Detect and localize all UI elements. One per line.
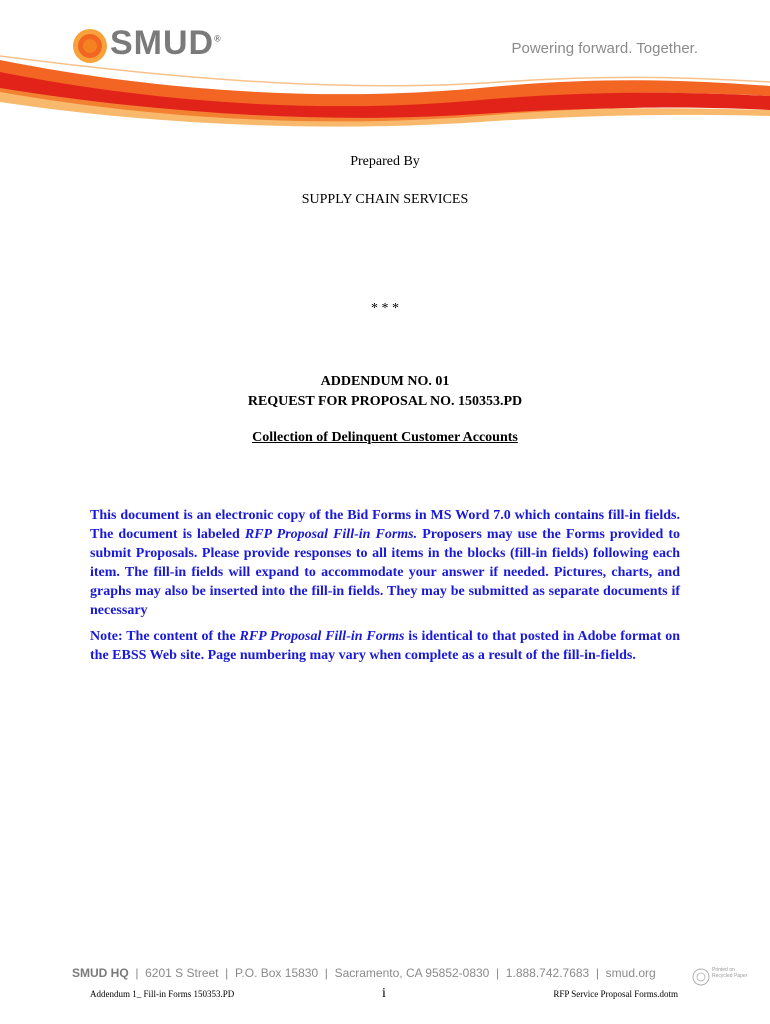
footer-template-name: RFP Service Proposal Forms.dotm [553, 989, 678, 999]
page-number: i [382, 986, 386, 1001]
fill-in-notice [90, 506, 680, 672]
notice-paragraph-1: This document is an electronic copy of the Bid Forms in MS Word 7.0 which contains fill-in fields. The document is labeled RFP Proposal Fill-in Forms. Proposers may use the Forms provided to submit Proposals. Please provide responses to all items in the blocks (fill-in fields) following each item. The fill-in fields will expand to accommodate your answer if needed. Pictures, charts, and graphs may also be inserted into the fill-in fields. They may be submitted as separate documents if necessary [90, 508, 681, 618]
separator: * * * [371, 301, 399, 316]
rfp-subject: Collection of Delinquent Customer Accounts [252, 430, 518, 445]
tagline: Powering forward. Together. [511, 40, 698, 57]
notice-paragraph-2: Note: The content of the RFP Proposal Fill-in Forms is identical to that posted in Adobe format on the EBSS Web site. Page numbering may vary when complete as a result of the fill-in-fields. [90, 629, 681, 663]
page-header [0, 0, 770, 130]
prepared-by-label: Prepared By [350, 154, 420, 169]
smud-logo-text: SMUD® [110, 24, 222, 62]
footer-document-name: Addendum 1_ Fill-in Forms 150353.PD [90, 989, 235, 999]
header-swoosh-graphic [0, 52, 770, 132]
recycled-paper-label: Printed on Recycled Paper [712, 967, 748, 979]
footer-address: SMUD HQ | 6201 S Street | P.O. Box 15830 | Sacramento, CA 95852-0830 | 1.888.742.7683 | smud.org [72, 966, 656, 980]
addendum-number: ADDENDUM NO. 01 [320, 374, 450, 389]
rfp-number: REQUEST FOR PROPOSAL NO. 150353.PD [247, 394, 523, 409]
department-name: SUPPLY CHAIN SERVICES [301, 192, 469, 207]
